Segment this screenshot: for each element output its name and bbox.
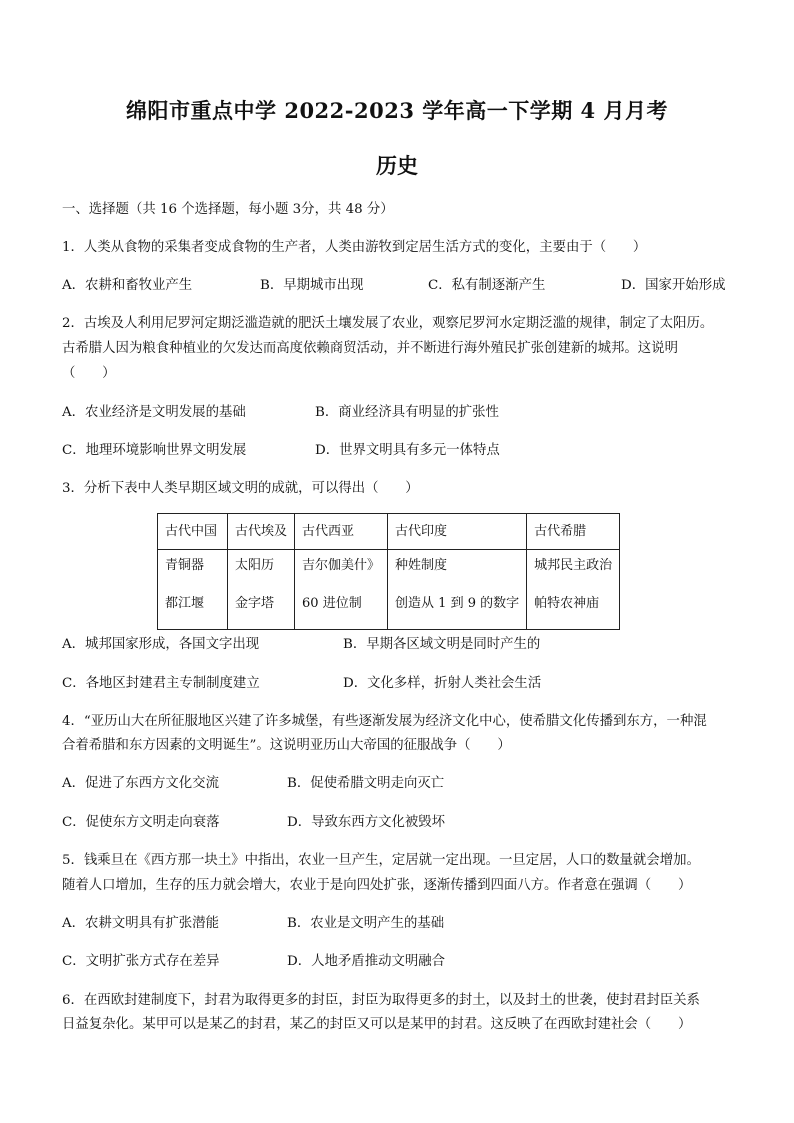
q2-option-b: B．商业经济具有明显的扩张性 <box>315 405 499 420</box>
q5-option-a: A．农耕文明具有扩张潜能 <box>62 916 219 931</box>
q5-option-b: B．农业是文明产生的基础 <box>287 916 445 931</box>
table-cell-line: 青铜器 <box>165 558 205 573</box>
question-2-stem-line-1: 2．古埃及人利用尼罗河定期泛滥造就的肥沃土壤发展了农业，观察尼罗河水定期泛滥的规律，制定了太阳历。 <box>62 316 714 331</box>
exam-title: 绵阳市重点中学 2022-2023 学年高一下学期 4 月月考 <box>126 98 668 123</box>
q4-option-b: B．促使希腊文明走向灭亡 <box>287 776 445 791</box>
q4-option-a: A．促进了东西方文化交流 <box>62 776 219 791</box>
q4-option-c: C．促使东方文明走向衰落 <box>62 815 220 830</box>
question-4-stem-line-2: 合着希腊和东方因素的文明诞生”。这说明亚历山大帝国的征服战争（ ） <box>62 738 511 753</box>
q1-option-c: C．私有制逐渐产生 <box>428 278 546 293</box>
question-5-stem-line-1: 5．钱乘旦在《西方那一块土》中指出，农业一旦产生，定居就一定出现。一旦定居，人口的数量就会增加。 <box>62 853 700 868</box>
q1-option-b: B．早期城市出现 <box>260 278 364 293</box>
q1-option-d: D．国家开始形成 <box>621 278 726 293</box>
question-4-stem-line-1: 4．“亚历山大在所征服地区兴建了许多城堡，有些逐渐发展为经济文化中心，使希腊文化传播到东方，一种混 <box>62 714 707 729</box>
subject-title: 历史 <box>376 153 418 178</box>
q2-option-c: C．地理环境影响世界文明发展 <box>62 443 247 458</box>
question-3-stem: 3．分析下表中人类早期区域文明的成就，可以得出（ ） <box>62 481 419 496</box>
q2-option-a: A．农业经济是文明发展的基础 <box>62 405 246 420</box>
table-cell-line: 都江堰 <box>165 596 205 611</box>
table-cell-line: 帕特农神庙 <box>534 596 600 611</box>
table-cell <box>527 550 620 630</box>
q3-option-c: C．各地区封建君主专制制度建立 <box>62 676 260 691</box>
table-cell-line: 金字塔 <box>235 596 275 611</box>
q3-option-b: B．早期各区域文明是同时产生的 <box>343 637 541 652</box>
table-header-cell: 古代印度 <box>388 514 527 550</box>
q5-option-c: C．文明扩张方式存在差异 <box>62 954 220 969</box>
table-cell-line: 吉尔伽美什》 <box>302 558 381 573</box>
question-1-stem: 1．人类从食物的采集者变成食物的生产者，人类由游牧到定居生活方式的变化，主要由于（ ） <box>62 240 647 255</box>
question-6-stem-line-1: 6．在西欧封建制度下，封君为取得更多的封臣，封臣为取得更多的封土，以及封土的世袭，使封君封臣关系 <box>62 993 700 1008</box>
table-header-row <box>158 514 620 550</box>
table-header-cell: 古代中国 <box>158 514 228 550</box>
civilization-table <box>157 513 620 630</box>
question-6-stem-line-2: 日益复杂化。某甲可以是某乙的封君，某乙的封臣又可以是某甲的封君。这反映了在西欧封建社会（ ） <box>62 1017 692 1032</box>
q1-option-a: A．农耕和畜牧业产生 <box>62 278 193 293</box>
question-5-stem-line-2: 随着人口增加，生存的压力就会增大，农业于是向四处扩张，逐渐传播到四面八方。作者意在强调（ ） <box>62 878 692 893</box>
q5-option-d: D．人地矛盾推动文明融合 <box>287 954 446 969</box>
table-cell <box>228 550 295 630</box>
table-cell <box>158 550 228 630</box>
q3-option-d: D．文化多样，折射人类社会生活 <box>343 676 542 691</box>
question-2-stem-line-3: （ ） <box>62 366 116 381</box>
q4-option-d: D．导致东西方文化被毁坏 <box>287 815 446 830</box>
q3-option-a: A．城邦国家形成，各国文字出现 <box>62 637 260 652</box>
table-header-cell: 古代西亚 <box>295 514 388 550</box>
table-header-cell: 古代希腊 <box>527 514 620 550</box>
question-2-stem-line-2: 古希腊人因为粮食种植业的欠发达而高度依赖商贸活动，并不断进行海外殖民扩张创建新的城邦。这说明 <box>62 341 678 356</box>
table-row <box>158 550 620 630</box>
table-cell <box>295 550 388 630</box>
table-cell-line: 太阳历 <box>235 558 275 573</box>
table-cell-line: 城邦民主政治 <box>534 558 613 573</box>
table-cell-line: 60 进位制 <box>302 596 362 611</box>
section-heading: 一、选择题（共 16 个选择题，每小题 3分，共 48 分） <box>62 202 394 217</box>
q2-option-d: D．世界文明具有多元一体特点 <box>315 443 500 458</box>
table-cell-line: 种姓制度 <box>395 558 448 573</box>
table-cell-line: 创造从 1 到 9 的数字 <box>395 596 520 611</box>
table-cell <box>388 550 527 630</box>
table-header-cell: 古代埃及 <box>228 514 295 550</box>
